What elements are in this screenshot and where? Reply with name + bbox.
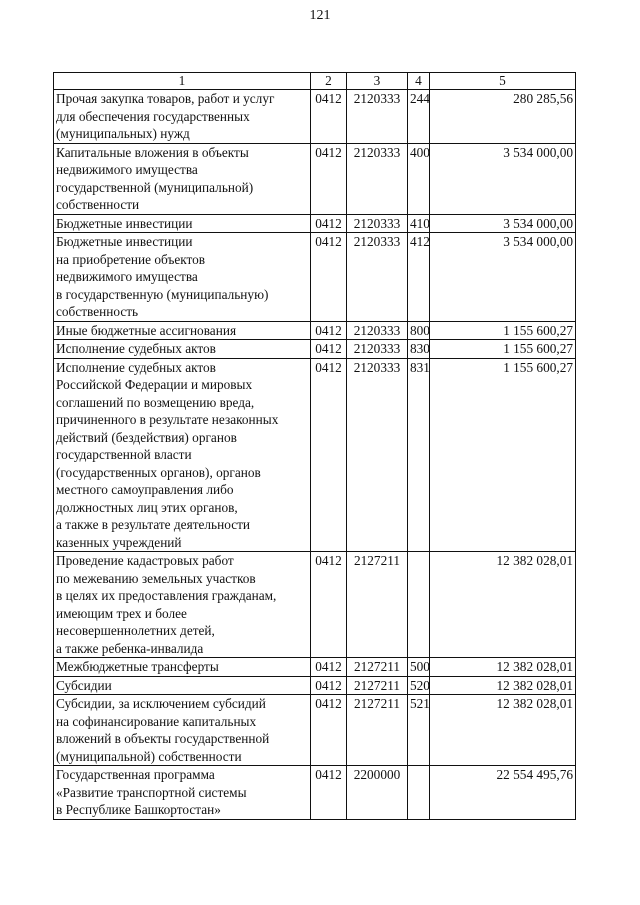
column-header-1: 1 <box>54 73 311 90</box>
row-name: Государственная программа «Развитие транспортной системы в Республике Башкортостан» <box>54 766 311 820</box>
table-row <box>54 340 576 359</box>
table-row <box>54 358 576 552</box>
row-target-code: 2127211 <box>347 676 408 695</box>
row-name: Бюджетные инвестиции на приобретение объектов недвижимого имущества в государственную (муниципальную) собственность <box>54 233 311 322</box>
row-section-code: 0412 <box>311 676 347 695</box>
row-type-code: 800 <box>408 321 430 340</box>
row-type-code: 520 <box>408 676 430 695</box>
row-name: Прочая закупка товаров, работ и услуг для обеспечения государственных (муниципальных) нужд <box>54 90 311 144</box>
row-amount: 12 382 028,01 <box>430 676 576 695</box>
table-row <box>54 695 576 766</box>
row-amount: 280 285,56 <box>430 90 576 144</box>
row-amount: 3 534 000,00 <box>430 143 576 214</box>
table-row <box>54 90 576 144</box>
row-type-code <box>408 552 430 658</box>
row-amount: 1 155 600,27 <box>430 340 576 359</box>
table-row <box>54 214 576 233</box>
row-amount: 22 554 495,76 <box>430 766 576 820</box>
row-target-code: 2200000 <box>347 766 408 820</box>
row-type-code: 412 <box>408 233 430 322</box>
row-target-code: 2127211 <box>347 695 408 766</box>
row-name: Субсидии, за исключением субсидий на софинансирование капитальных вложений в объекты государственной (муниципальной) собственности <box>54 695 311 766</box>
row-name: Исполнение судебных актов <box>54 340 311 359</box>
row-amount: 3 534 000,00 <box>430 233 576 322</box>
row-target-code: 2120333 <box>347 143 408 214</box>
column-header-3: 3 <box>347 73 408 90</box>
row-amount: 12 382 028,01 <box>430 658 576 677</box>
row-name: Межбюджетные трансферты <box>54 658 311 677</box>
row-target-code: 2127211 <box>347 552 408 658</box>
page-number: 121 <box>309 8 331 23</box>
row-target-code: 2127211 <box>347 658 408 677</box>
table-row <box>54 658 576 677</box>
row-section-code: 0412 <box>311 90 347 144</box>
row-name: Исполнение судебных актов Российской Федерации и мировых соглашений по возмещению вреда, причиненного в результате незаконных действий (бездействия) органов государственной власти (государственных органов), органов местного самоуправления либо должностных лиц этих органов, а также в результате деятельности казенных учреждений <box>54 358 311 552</box>
column-header-5: 5 <box>430 73 576 90</box>
table-row <box>54 552 576 658</box>
row-type-code: 521 <box>408 695 430 766</box>
row-type-code: 500 <box>408 658 430 677</box>
row-name: Бюджетные инвестиции <box>54 214 311 233</box>
row-amount: 12 382 028,01 <box>430 552 576 658</box>
row-type-code: 830 <box>408 340 430 359</box>
row-section-code: 0412 <box>311 214 347 233</box>
row-amount: 1 155 600,27 <box>430 321 576 340</box>
row-section-code: 0412 <box>311 321 347 340</box>
budget-table <box>53 72 576 820</box>
row-section-code: 0412 <box>311 552 347 658</box>
table-row <box>54 233 576 322</box>
table-header-row <box>54 73 576 90</box>
table-row <box>54 766 576 820</box>
row-type-code: 244 <box>408 90 430 144</box>
row-section-code: 0412 <box>311 766 347 820</box>
table-row <box>54 143 576 214</box>
row-name: Проведение кадастровых работ по межеванию земельных участков в целях их предоставления гражданам, имеющим трех и более несовершеннолетних детей, а также ребенка-инвалида <box>54 552 311 658</box>
row-target-code: 2120333 <box>347 233 408 322</box>
row-target-code: 2120333 <box>347 214 408 233</box>
row-amount: 12 382 028,01 <box>430 695 576 766</box>
row-name: Капитальные вложения в объекты недвижимого имущества государственной (муниципальной) собственности <box>54 143 311 214</box>
row-type-code: 831 <box>408 358 430 552</box>
column-header-4: 4 <box>408 73 430 90</box>
row-amount: 1 155 600,27 <box>430 358 576 552</box>
row-type-code <box>408 766 430 820</box>
table-row <box>54 321 576 340</box>
table-row <box>54 676 576 695</box>
row-section-code: 0412 <box>311 340 347 359</box>
row-type-code: 400 <box>408 143 430 214</box>
row-section-code: 0412 <box>311 233 347 322</box>
column-header-2: 2 <box>311 73 347 90</box>
row-amount: 3 534 000,00 <box>430 214 576 233</box>
row-target-code: 2120333 <box>347 358 408 552</box>
row-target-code: 2120333 <box>347 321 408 340</box>
row-target-code: 2120333 <box>347 90 408 144</box>
row-section-code: 0412 <box>311 695 347 766</box>
row-section-code: 0412 <box>311 358 347 552</box>
row-type-code: 410 <box>408 214 430 233</box>
row-section-code: 0412 <box>311 658 347 677</box>
row-section-code: 0412 <box>311 143 347 214</box>
row-name: Субсидии <box>54 676 311 695</box>
row-target-code: 2120333 <box>347 340 408 359</box>
row-name: Иные бюджетные ассигнования <box>54 321 311 340</box>
